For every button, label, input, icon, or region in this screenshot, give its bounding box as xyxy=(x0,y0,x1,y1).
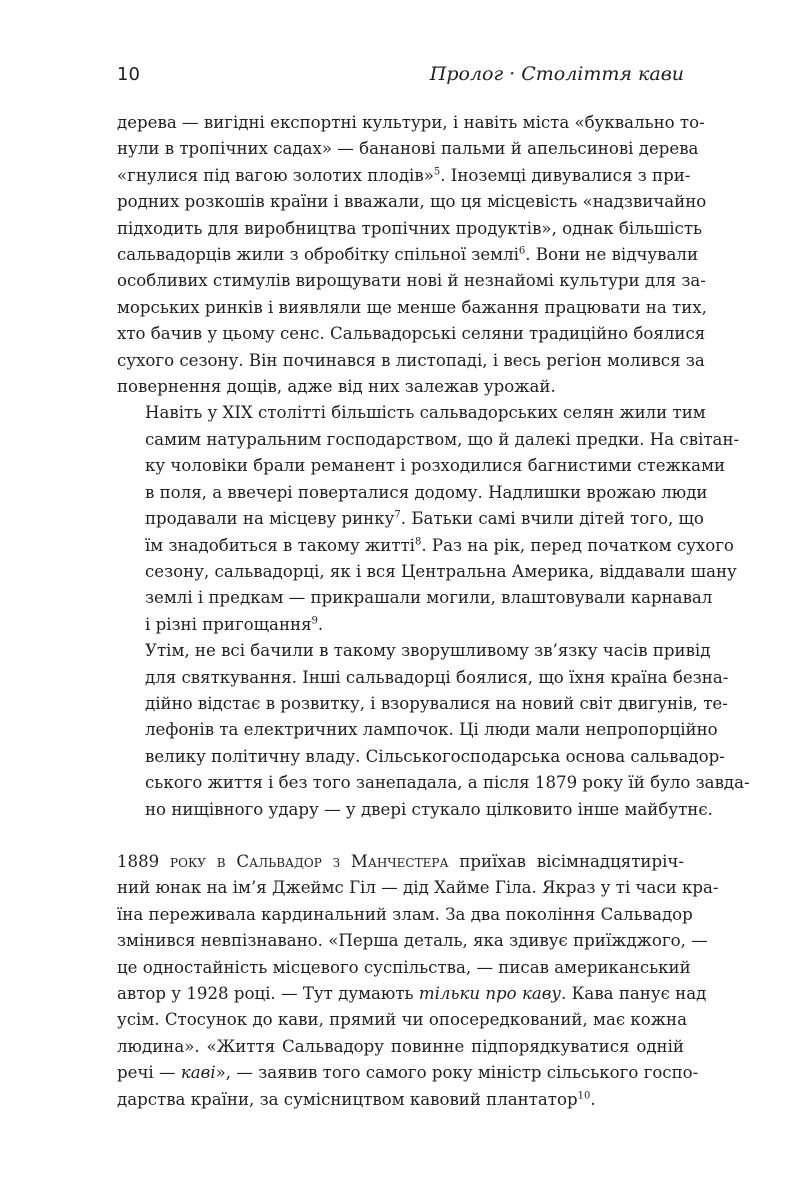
text-line: повернення дощів, адже від них залежав урожай. xyxy=(117,377,556,397)
text-line: велику політичну владу. Сільськогосподарська основа сальвадор- xyxy=(145,746,725,766)
text-line: і різні пригощання$^9$. xyxy=(145,614,324,634)
emphasis: каві xyxy=(180,1063,216,1083)
text-line: ний юнак на ім’я Джеймс Гіл — дід Хайме Гіла. Якраз у ті часи кра- xyxy=(117,878,719,898)
paragraph xyxy=(117,849,719,1113)
text-line: сухого сезону. Він починався в листопаді, і весь регіон молився за xyxy=(117,350,705,370)
text-line: сальвадорців жили з обробітку спільної землі$^6$. Вони не відчували xyxy=(117,245,699,265)
text-line: їм знадобиться в такому житті$^8$. Раз на рік, перед початком сухого xyxy=(145,535,734,555)
text-line: продавали на місцеву ринку$^7$. Батьки самі вчили дітей того, що xyxy=(145,509,704,529)
text-line: людина». «Життя Сальвадору повинне підпорядкуватися одній xyxy=(117,1036,684,1056)
footnote-marker: 9 xyxy=(311,615,318,627)
text-line: но нищівного удару — у двері стукало цілковито інше майбутнє. xyxy=(145,799,713,819)
text-line: автор у 1928 році. — Тут думають тільки про каву. Кава панує над xyxy=(117,984,707,1003)
running-title: Пролог · Століття кави xyxy=(429,63,684,85)
page-number: 10 xyxy=(117,64,140,85)
paragraph xyxy=(117,400,740,638)
text-line: особливих стимулів вирощувати нові й незнайомі культури для за- xyxy=(117,271,706,291)
text-line: в поля, а ввечері поверталися додому. Надлишки врожаю люди xyxy=(145,482,708,502)
footnote-marker: 8 xyxy=(415,535,422,547)
text-line: речі — каві», — заявив того самого року міністр сільського госпо- xyxy=(117,1063,699,1083)
text-line: ку чоловіки брали реманент і розходилися багнистими стежками xyxy=(145,456,726,476)
text-line: ського життя і без того занепадала, а після 1879 року їй було завда- xyxy=(145,773,750,793)
text-line: землі і предкам — прикрашали могили, влаштовували карнавал xyxy=(145,588,713,608)
text-line: це одностайність місцевого суспільства, — писав американський xyxy=(117,957,691,977)
text-line: самим натуральним господарством, що й далекі предки. На світан- xyxy=(145,429,740,449)
page-header xyxy=(117,62,684,87)
text-line: Утім, не всі бачили в такому зворушливому зв’язку часів привід xyxy=(145,641,711,661)
text-line: морських ринків і виявляли ще менше бажання працювати на тих, xyxy=(117,297,707,317)
paragraph xyxy=(117,638,750,823)
text-line: лефонів та електричних лампочок. Ці люди мали непропорційно xyxy=(145,720,718,740)
text-line: дарства країни, за сумісництвом кавовий плантатор$^{10}$. xyxy=(117,1089,596,1109)
text-line: підходить для виробництва тропічних продуктів», однак більшість xyxy=(117,218,703,238)
footnote-marker: 6 xyxy=(518,245,526,257)
text-line: дійно відстає в розвитку, і взорувалися на новий світ двигунів, те- xyxy=(145,693,728,713)
text-line: змінився невпізнавано. «Перша деталь, яка здивує приїжджого, — xyxy=(117,931,708,951)
text-line: Навіть у XIX столітті більшість сальвадорських селян жили тим xyxy=(145,403,706,423)
text-line: для святкування. Інші сальвадорці боялися, що їхня країна безна- xyxy=(145,667,729,687)
text-line: родних розкошів країни і вважали, що ця місцевість «надзвичайно xyxy=(117,192,707,212)
body-text xyxy=(117,110,750,1113)
footnote-marker: 10 xyxy=(577,1090,591,1102)
text-line: 1889 року в Сальвадор з Манчестера приїхав вісімнадцятиріч- xyxy=(117,851,685,871)
text-line: нули в тропічних садах» — бананові пальми й апельсинові дерева xyxy=(117,139,699,159)
text-line: усім. Стосунок до кави, прямий чи опосередкований, має кожна xyxy=(117,1010,687,1030)
paragraph xyxy=(117,110,707,400)
footnote-marker: 5 xyxy=(433,166,441,178)
text-line: «гнулися під вагою золотих плодів»$^5$. Іноземці дивувалися з при- xyxy=(117,165,691,185)
section-opening: 1889 року в Сальвадор з Манчестера xyxy=(117,851,449,871)
text-line: дерева — вигідні експортні культури, і навіть міста «буквально то- xyxy=(117,113,705,132)
text-line: хто бачив у цьому сенс. Сальвадорські селяни традиційно боялися xyxy=(117,324,706,344)
emphasis: тільки про каву. xyxy=(418,984,567,1003)
footnote-marker: 7 xyxy=(394,509,401,521)
text-line: сезону, сальвадорці, як і вся Центральна Америка, віддавали шану xyxy=(145,561,737,581)
text-line: їна переживала кардинальний злам. За два покоління Сальвадор xyxy=(117,904,693,924)
